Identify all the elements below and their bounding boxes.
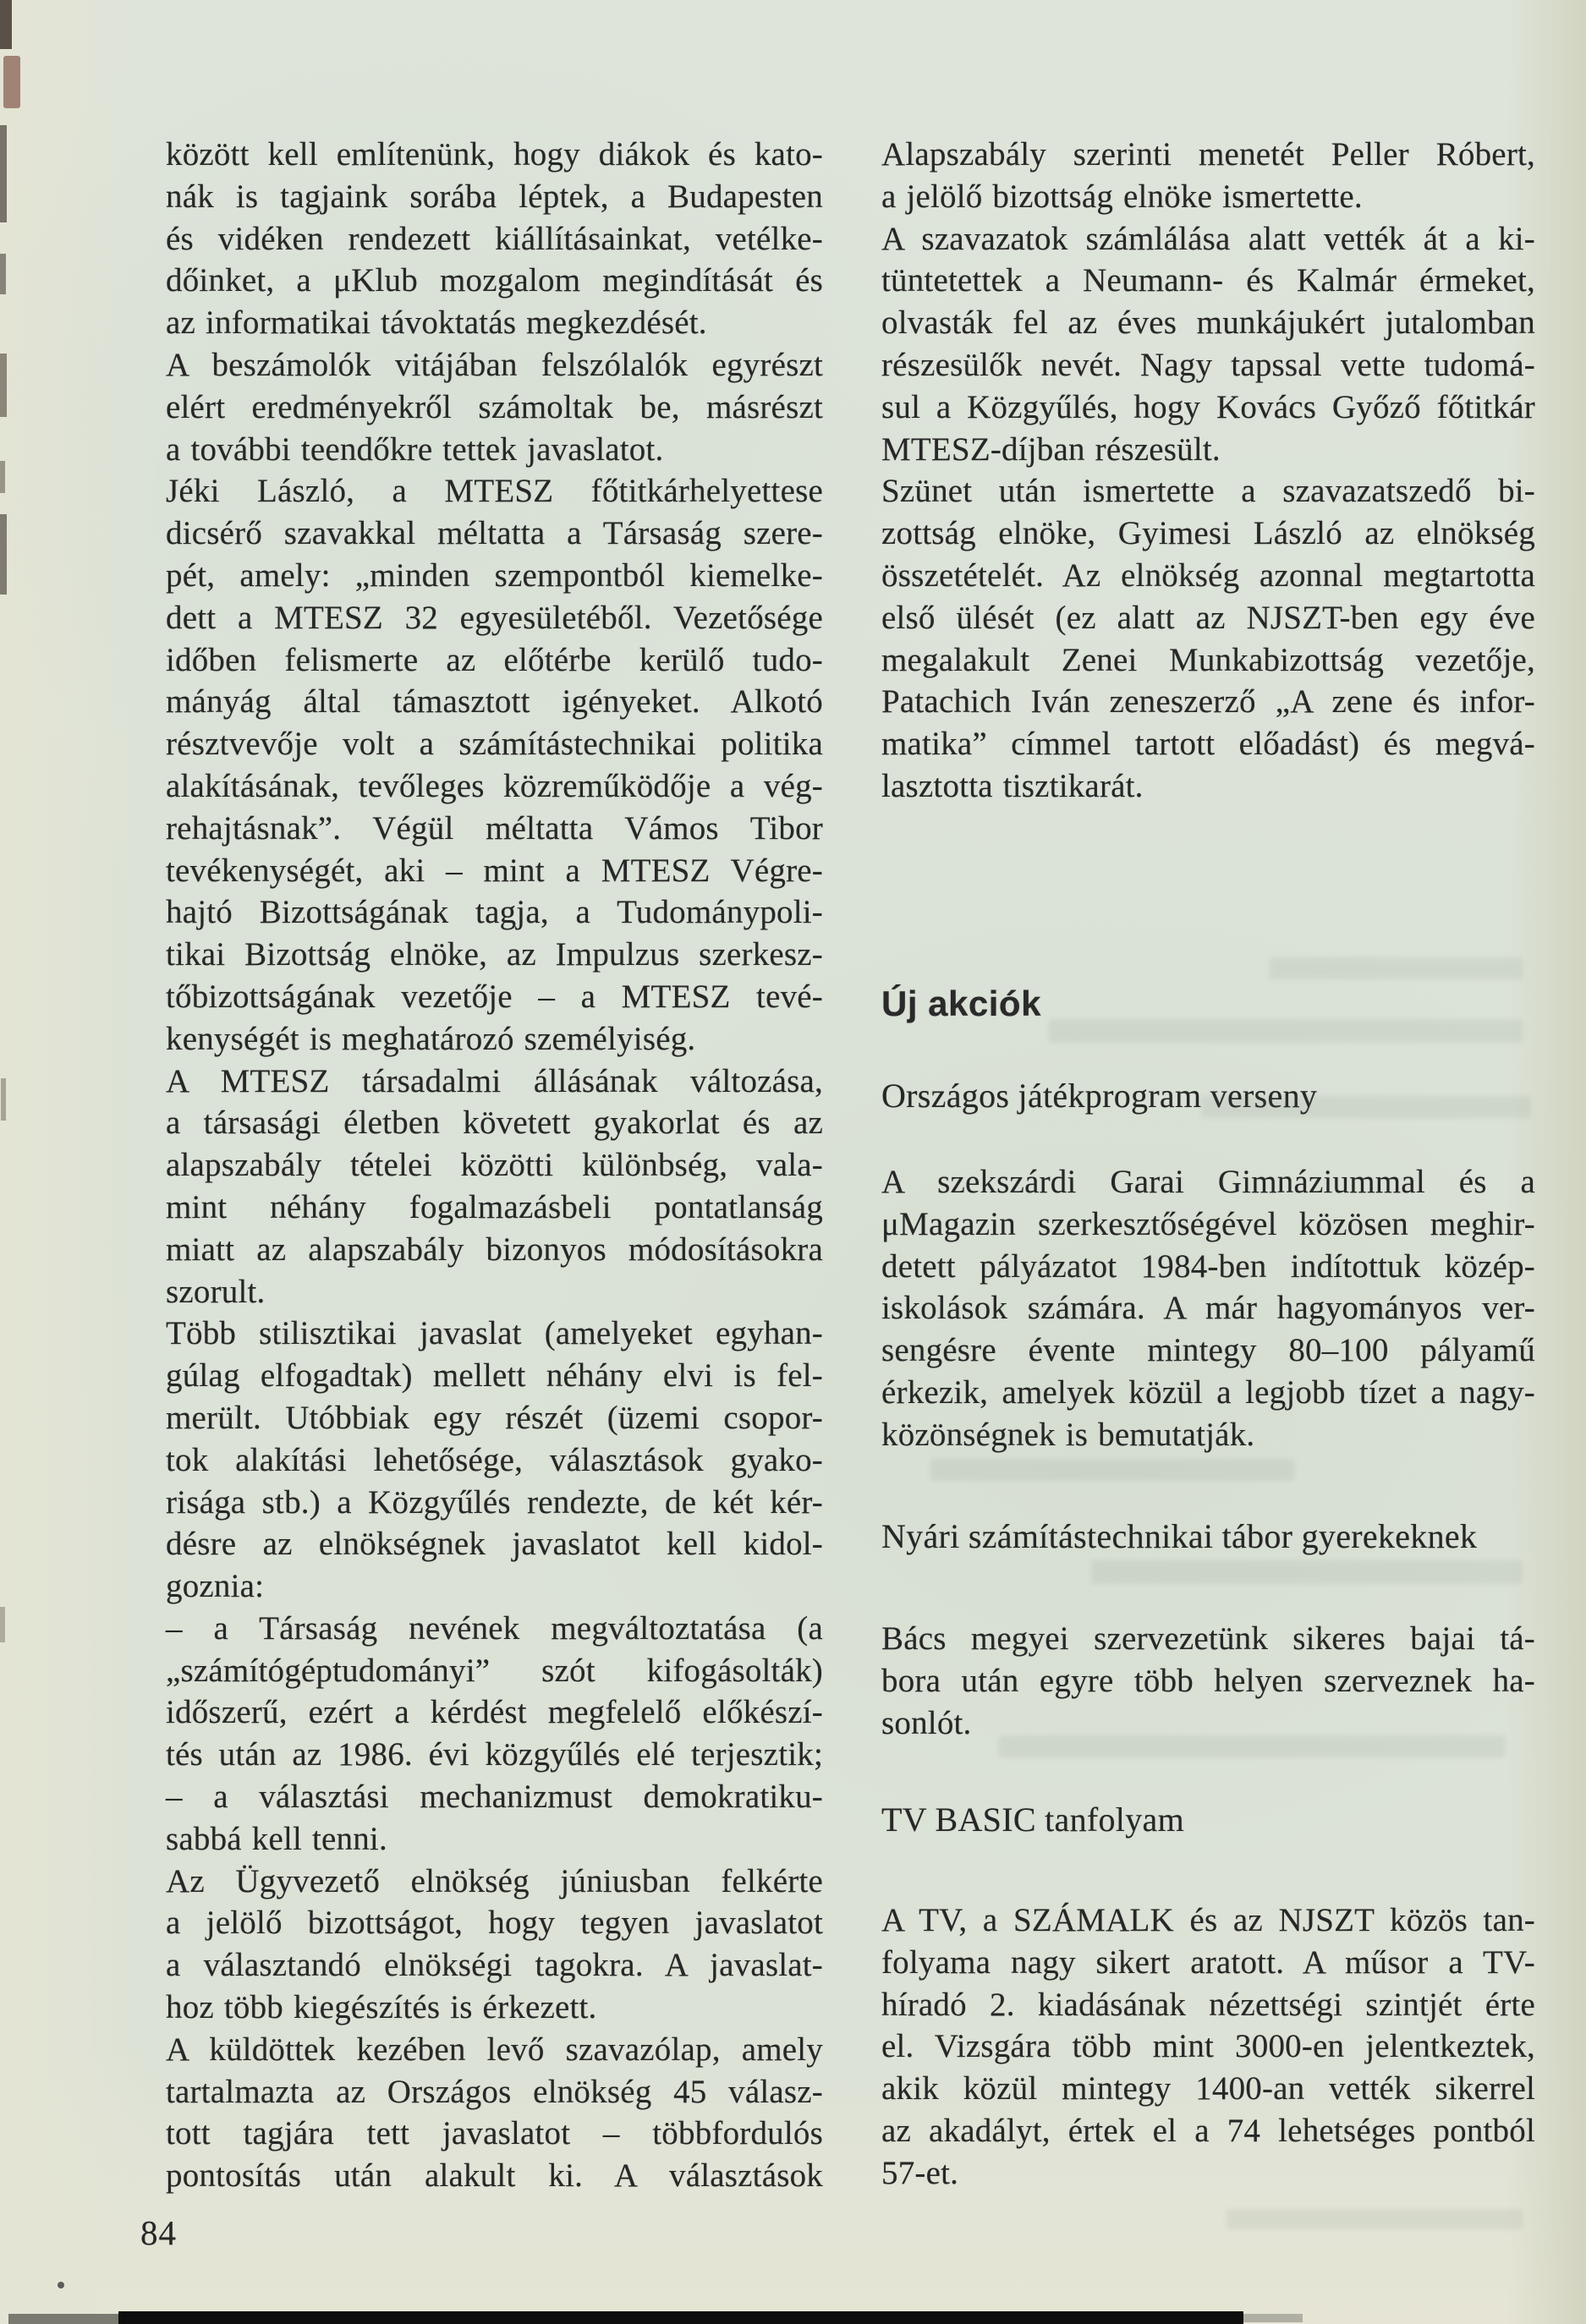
text-line: Szünet után ismertette a szavazatszedő bi- bbox=[881, 473, 1535, 510]
paragraph-tv-basic bbox=[881, 1899, 1535, 2195]
text-line: időszerű, ezért a kérdést megfelelő előkészí- bbox=[166, 1694, 823, 1731]
right-column-block-1 bbox=[881, 134, 1535, 808]
text-line: mint néhány fogalmazásbeli pontatlanság bbox=[166, 1188, 823, 1225]
text-line: sengésre évente mintegy 80–100 pályamű bbox=[881, 1332, 1535, 1369]
scan-artifact bbox=[58, 2282, 64, 2288]
text-line: pét, amely: „minden szempontból kiemelke- bbox=[166, 556, 823, 594]
scan-bottom-bar bbox=[1243, 2314, 1303, 2322]
text-line: érkezik, amelyek közül a legjobb tízet a nagy- bbox=[881, 1373, 1535, 1411]
text-line: – a választási mechanizmust demokratiku- bbox=[166, 1779, 823, 1816]
bleedthrough-ghost bbox=[930, 1459, 1294, 1481]
bleedthrough-ghost bbox=[1269, 957, 1523, 979]
text-line: A beszámolók vitájában felszólalók egyrészt bbox=[166, 346, 823, 383]
bleedthrough-ghost bbox=[1201, 1096, 1531, 1118]
text-line: tőbizottságának vezetője – a MTESZ tevé- bbox=[166, 978, 823, 1015]
text-line: szorult. bbox=[166, 1273, 266, 1310]
text-line: a választandó elnökségi tagokra. A javaslat- bbox=[166, 1947, 823, 1984]
text-line: dett a MTESZ 32 egyesületéből. Vezetősége bbox=[166, 599, 823, 636]
text-line: tüntetettek a Neumann- és Kalmár érmeket, bbox=[881, 262, 1535, 299]
text-line: olvasták fel az éves munkájukért jutalomban bbox=[881, 304, 1535, 342]
text-line: rehajtásnak”. Végül méltatta Vámos Tibor bbox=[166, 809, 823, 847]
text-line: Patachich Iván zeneszerző „A zene és infor- bbox=[881, 683, 1535, 721]
text-line: mányág által támasztott igényeket. Alkotó bbox=[166, 683, 823, 721]
text-line: lasztotta tisztikarát. bbox=[881, 767, 1144, 804]
text-line: megalakult Zenei Munkabizottság vezetője, bbox=[881, 641, 1535, 678]
text-line: A küldöttek kezében levő szavazólap, amely bbox=[166, 2031, 823, 2068]
text-line: A MTESZ társadalmi állásának változása, bbox=[166, 1062, 823, 1099]
paragraph-jatekprogram bbox=[881, 1161, 1535, 1456]
text-line: tartalmazta az Országos elnökség 45 válasz- bbox=[166, 2073, 823, 2110]
text-line: 57-et. bbox=[881, 2154, 959, 2191]
text-line: Jéki László, a MTESZ főtitkárhelyettese bbox=[166, 473, 823, 510]
scan-artifact bbox=[0, 354, 7, 417]
section-heading-uj-akciok: Új akciók bbox=[881, 984, 1041, 1023]
text-line: désre az elnökségnek javaslatot kell kidol- bbox=[166, 1526, 823, 1563]
left-column bbox=[166, 134, 823, 2197]
text-line: Alapszabály szerinti menetét Peller Róbert, bbox=[881, 136, 1535, 173]
text-line: alapszabály tételei közötti különbség, vala- bbox=[166, 1147, 823, 1184]
text-line: – a Társaság nevének megváltoztatása (a bbox=[166, 1609, 823, 1647]
text-line: kenységét is meghatározó személyiség. bbox=[166, 1020, 696, 1057]
scan-bottom-bar bbox=[118, 2311, 1243, 2324]
text-line: zottság elnöke, Gyimesi László az elnökség bbox=[881, 515, 1535, 552]
text-line: részesülők nevét. Nagy tapssal vette tudomá- bbox=[881, 346, 1535, 383]
text-line: a jelölő bizottság elnöke ismertette. bbox=[881, 178, 1363, 215]
text-line: matika” címmel tartott előadást) és megvá- bbox=[881, 726, 1535, 763]
bleedthrough-ghost bbox=[1049, 1019, 1523, 1043]
text-line: sonlót. bbox=[881, 1704, 972, 1741]
text-line: tott tagjára tett javaslatot – többfordulós bbox=[166, 2115, 823, 2152]
text-line: akik közül mintegy 1400-an vették sikerrel bbox=[881, 2070, 1535, 2107]
text-line: Az Ügyvezető elnökség júniusban felkérte bbox=[166, 1862, 823, 1899]
text-line: a további teendőkre tettek javaslatot. bbox=[166, 430, 664, 468]
text-line: goznia: bbox=[166, 1568, 265, 1605]
scan-artifact bbox=[0, 125, 7, 222]
text-line: A TV, a SZÁMALK és az NJSZT közös tan- bbox=[881, 1902, 1535, 1938]
text-line: MTESZ-díjban részesült. bbox=[881, 430, 1221, 468]
scan-artifact bbox=[0, 0, 12, 49]
text-line: az akadályt, értek el a 74 lehetséges pontból bbox=[881, 2112, 1535, 2149]
text-line: „számítógéptudományi” szót kifogásolták) bbox=[166, 1652, 823, 1689]
paragraph-nyari-tabor bbox=[881, 1618, 1535, 1744]
bleedthrough-ghost bbox=[998, 1735, 1506, 1757]
text-line: folyama nagy sikert aratott. A műsor a TV- bbox=[881, 1943, 1535, 1981]
text-line: risága stb.) a Közgyűlés rendezte, de két kér- bbox=[166, 1483, 823, 1521]
text-line: közönségnek is bemutatják. bbox=[881, 1416, 1255, 1453]
scan-artifact bbox=[1, 1078, 6, 1121]
text-line: tok alakítási lehetősége, választások gyako- bbox=[166, 1441, 823, 1478]
text-line: dicsérő szavakkal méltatta a Társaság szere- bbox=[166, 515, 823, 552]
text-line: és vidéken rendezett kiállításainkat, vetélke- bbox=[166, 220, 823, 257]
bleedthrough-ghost bbox=[1227, 2209, 1523, 2229]
bleedthrough-ghost bbox=[1091, 1560, 1523, 1584]
text-line: detett pályázatot 1984-ben indítottuk közép- bbox=[881, 1247, 1535, 1285]
scan-artifact bbox=[0, 254, 6, 294]
text-line: sabbá kell tenni. bbox=[166, 1820, 387, 1857]
text-line: μMagazin szerkesztőségével közösen meghir- bbox=[881, 1205, 1535, 1242]
scan-artifact bbox=[0, 514, 7, 595]
text-line: tikai Bizottság elnöke, az Impulzus szerkesz- bbox=[166, 936, 823, 973]
text-line: Bács megyei szervezetünk sikeres bajai tá- bbox=[881, 1620, 1535, 1657]
text-line: között kell említenünk, hogy diákok és kato- bbox=[166, 136, 823, 173]
text-line: nák is tagjaink sorába léptek, a Budapesten bbox=[166, 178, 823, 215]
text-line: hoz több kiegészítés is érkezett. bbox=[166, 1989, 597, 2026]
text-line: időben felismerte az előtérbe kerülő tudo- bbox=[166, 641, 823, 678]
scan-artifact bbox=[3, 56, 20, 108]
text-line: A szekszárdi Garai Gimnáziummal és a bbox=[881, 1164, 1535, 1200]
text-line: tevékenységét, aki – mint a MTESZ Végre- bbox=[166, 852, 823, 889]
text-line: Több stilisztikai javaslat (amelyeket egyhan- bbox=[166, 1315, 823, 1352]
text-line: híradó 2. kiadásának nézettségi szintjét érte bbox=[881, 1986, 1535, 2023]
text-line: iskolások számára. A már hagyományos ver- bbox=[881, 1290, 1535, 1327]
scan-artifact bbox=[0, 1607, 5, 1642]
text-line: bora után egyre több helyen szerveznek ha- bbox=[881, 1662, 1535, 1699]
text-line: összetételét. Az elnökség azonnal megtartotta bbox=[881, 556, 1535, 594]
subheading-jatekprogram-verseny: Országos játékprogram verseny bbox=[881, 1077, 1318, 1115]
text-line: a társasági életben követett gyakorlat és az bbox=[166, 1104, 823, 1142]
text-line: pontosítás után alakult ki. A választások bbox=[166, 2157, 823, 2195]
text-line: gúlag elfogadtak) mellett néhány elvi is fel- bbox=[166, 1357, 823, 1395]
subheading-nyari-tabor: Nyári számítástechnikai tábor gyerekeknek bbox=[881, 1517, 1478, 1555]
text-line: sul a Közgyűlés, hogy Kovács Győző főtitkár bbox=[881, 388, 1535, 425]
text-line: tés után az 1986. évi közgyűlés elé terjesztik; bbox=[166, 1736, 823, 1773]
text-line: dőinket, a μKlub mozgalom megindítását és bbox=[166, 262, 823, 299]
text-line: az informatikai távoktatás megkezdését. bbox=[166, 304, 707, 342]
scan-artifact bbox=[0, 461, 5, 493]
text-line: A szavazatok számlálása alatt vették át a ki- bbox=[881, 220, 1535, 257]
scan-bottom-bar bbox=[8, 2314, 118, 2324]
text-line: hajtó Bizottságának tagja, a Tudománypoli- bbox=[166, 894, 823, 931]
text-line: résztvevője volt a számítástechnikai politika bbox=[166, 726, 823, 763]
text-line: első ülését (ez alatt az NJSZT-ben egy éve bbox=[881, 599, 1535, 636]
text-line: miatt az alapszabály bizonyos módosításokra bbox=[166, 1231, 823, 1268]
text-line: el. Vizsgára több mint 3000-en jelentkeztek, bbox=[881, 2028, 1535, 2065]
text-line: elért eredményekről számoltak be, másrészt bbox=[166, 388, 823, 425]
text-line: merült. Utóbbiak egy részét (üzemi csopor- bbox=[166, 1399, 823, 1436]
page-number: 84 bbox=[140, 2213, 177, 2252]
subheading-tv-basic: TV BASIC tanfolyam bbox=[881, 1801, 1184, 1839]
text-line: alakításának, tevőleges közreműködője a vég- bbox=[166, 767, 823, 804]
text-line: a jelölő bizottságot, hogy tegyen javaslatot bbox=[166, 1905, 823, 1942]
